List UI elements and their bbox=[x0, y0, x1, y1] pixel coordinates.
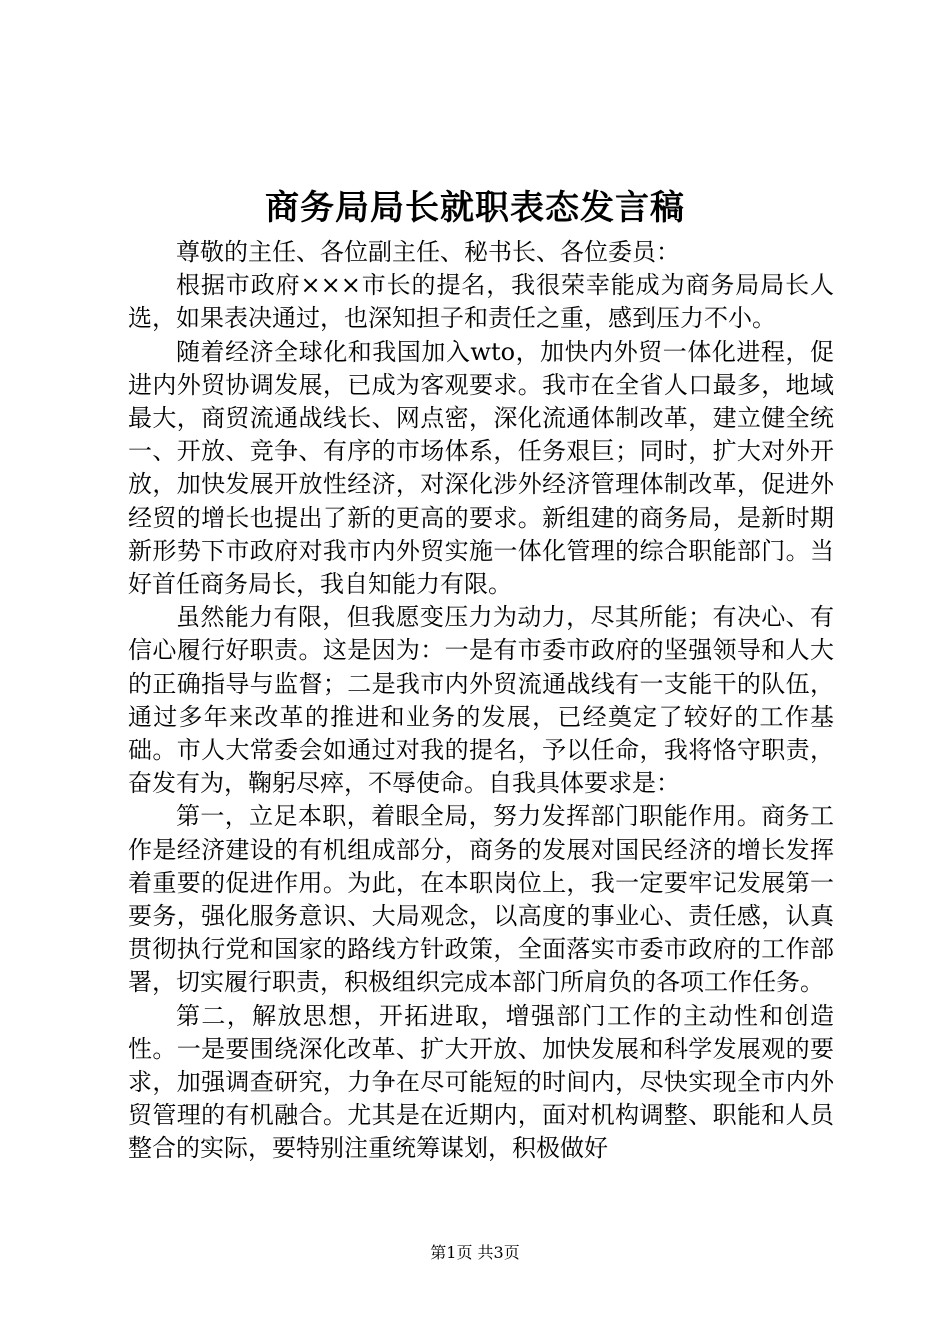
body-paragraph: 随着经济全球化和我国加入wto，加快内外贸一体化进程，促进内外贸协调发展，已成为客观要求。我市在全省人口最多，地域最大，商贸流通战线长、网点密，深化流通体制改革，建立健全统一、开放、竞争、有序的市场体系，任务艰巨；同时，扩大对外开放，加快发展开放性经济，对深化涉外经济管理体制改革，促进外经贸的增长也提出了新的更高的要求。新组建的商务局，是新时期新形势下市政府对我市内外贸实施一体化管理的综合职能部门。当好首任商务局长，我自知能力有限。 bbox=[128, 337, 834, 599]
body-paragraph: 虽然能力有限，但我愿变压力为动力，尽其所能；有决心、有信心履行好职责。这是因为：一是有市委市政府的坚强领导和人大的正确指导与监督；二是我市内外贸流通战线有一支能干的队伍，通过多年来改革的推进和业务的发展，已经奠定了较好的工作基础。市人大常委会如通过对我的提名，予以任命，我将恪守职责，奋发有为，鞠躬尽瘁，不辱使命。自我具体要求是： bbox=[128, 603, 834, 798]
body-paragraph: 第二，解放思想，开拓进取，增强部门工作的主动性和创造性。一是要围绕深化改革、扩大开放、加快发展和科学发展观的要求，加强调查研究，力争在尽可能短的时间内，尽快实现全市内外贸管理的有机融合。尤其是在近期内，面对机构调整、职能和人员整合的实际，要特别注重统筹谋划，积极做好 bbox=[128, 1001, 834, 1163]
body-paragraph: 第一，立足本职，着眼全局，努力发挥部门职能作用。商务工作是经济建设的有机组成部分，商务的发展对国民经济的增长发挥着重要的促进作用。为此，在本职岗位上，我一定要牢记发展第一要务，强化服务意识、大局观念，以高度的事业心、责任感，认真贯彻执行党和国家的路线方针政策，全面落实市委市政府的工作部署，切实履行职责，积极组织完成本部门所肩负的各项工作任务。 bbox=[128, 802, 834, 997]
document-title: 商务局局长就职表态发言稿 bbox=[265, 188, 685, 228]
salutation-paragraph: 尊敬的主任、各位副主任、秘书长、各位委员： bbox=[176, 238, 680, 266]
document-body bbox=[128, 236, 834, 1166]
body-paragraph: 根据市政府×××市长的提名，我很荣幸能成为商务局局长人选，如果表决通过，也深知担子和责任之重，感到压力不小。 bbox=[128, 271, 834, 333]
page-number-footer: 第1页 共3页 bbox=[430, 1243, 520, 1262]
